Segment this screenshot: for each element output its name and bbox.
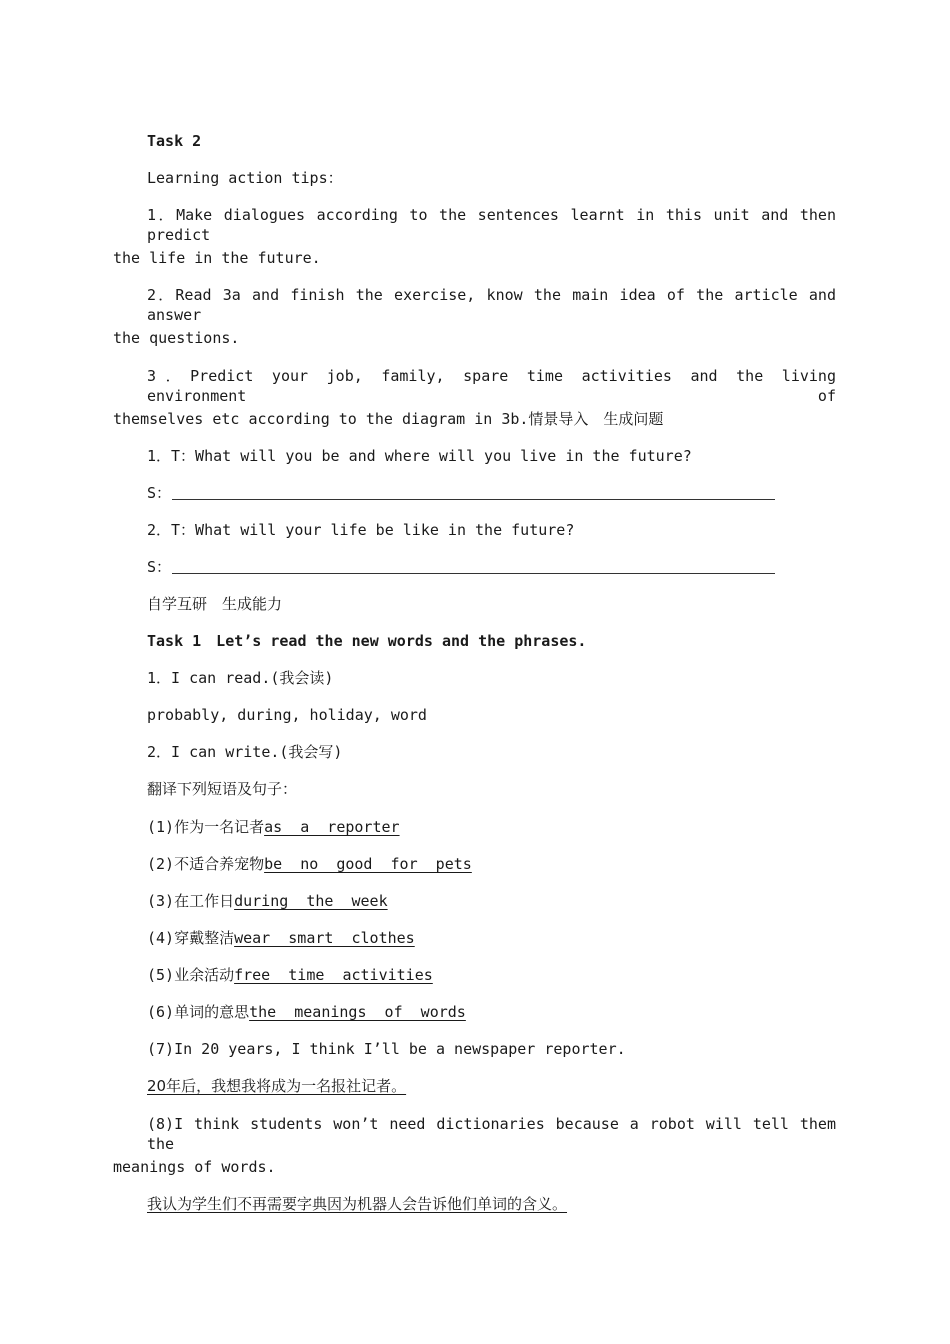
phrase-prompt: (5)业余活动: [147, 966, 235, 984]
phrase-item: [147, 891, 388, 911]
phrase-item: [147, 854, 472, 874]
question-2: 2．T：What will your life be like in the future?: [147, 521, 575, 539]
phrase-prompt: (2)不适合养宠物: [147, 855, 265, 873]
tip1-line2: the life in the future.: [113, 249, 321, 267]
answer-2-blank[interactable]: [172, 573, 775, 574]
phrase-item: [147, 817, 400, 837]
translate-label: 翻译下列短语及句子：: [147, 780, 298, 798]
phrase-item: [147, 1002, 466, 1022]
task2-title: Task 2: [147, 132, 202, 150]
section-heading: 自学互研 生成能力: [147, 595, 283, 613]
answer-1-blank[interactable]: [172, 499, 775, 500]
sentence-7: (7)In 20 years, I think I’ll be a newspaper reporter.: [147, 1040, 626, 1058]
answer-1-label: S：: [147, 484, 172, 502]
sentence-8-line1: (8)I think students won’t need dictionaries because a robot will tell them the: [147, 1115, 836, 1153]
phrase-prompt: (3)在工作日: [147, 892, 235, 910]
phrase-answer: the meanings of words: [249, 1003, 466, 1021]
read-words: probably, during, holiday, word: [147, 706, 427, 724]
tip3-line1: 3．Predict your job, family, spare time activities and the living environment of: [147, 367, 836, 405]
question-1: 1．T：What will you be and where will you live in the future?: [147, 447, 692, 465]
phrase-item: [147, 928, 415, 948]
tip2-line2: the questions.: [113, 329, 240, 347]
phrase-prompt: (1)作为一名记者: [147, 818, 265, 836]
phrase-answer: be no good for pets: [264, 855, 472, 873]
phrase-answer: free time activities: [234, 966, 433, 984]
answer-2-label: S：: [147, 558, 172, 576]
sentence-7-answer: 20年后，我想我将成为一名报社记者。: [147, 1077, 407, 1095]
phrase-answer: as a reporter: [264, 818, 400, 836]
sentence-8-line2: meanings of words.: [113, 1158, 276, 1176]
tip3-line2: themselves etc according to the diagram in 3b.情景导入 生成问题: [113, 410, 664, 428]
phrase-prompt: (6)单词的意思: [147, 1003, 250, 1021]
phrase-answer: during the week: [234, 892, 388, 910]
task1-title: Task 1 Let’s read the new words and the phrases.: [147, 632, 587, 650]
read-label: 1．I can read.(我会读): [147, 669, 334, 687]
tip2-line1: 2．Read 3a and finish the exercise, know the main idea of the article and answer: [147, 286, 836, 324]
phrase-item: [147, 965, 433, 985]
tip1-line1: 1．Make dialogues according to the sentences learnt in this unit and then predict: [147, 206, 836, 244]
sentence-8-answer: 我认为学生们不再需要字典因为机器人会告诉他们单词的含义。: [147, 1195, 568, 1213]
tips-label: Learning action tips：: [147, 169, 343, 187]
write-label: 2．I can write.(我会写): [147, 743, 343, 761]
phrase-answer: wear smart clothes: [234, 929, 415, 947]
phrase-prompt: (4)穿戴整洁: [147, 929, 235, 947]
